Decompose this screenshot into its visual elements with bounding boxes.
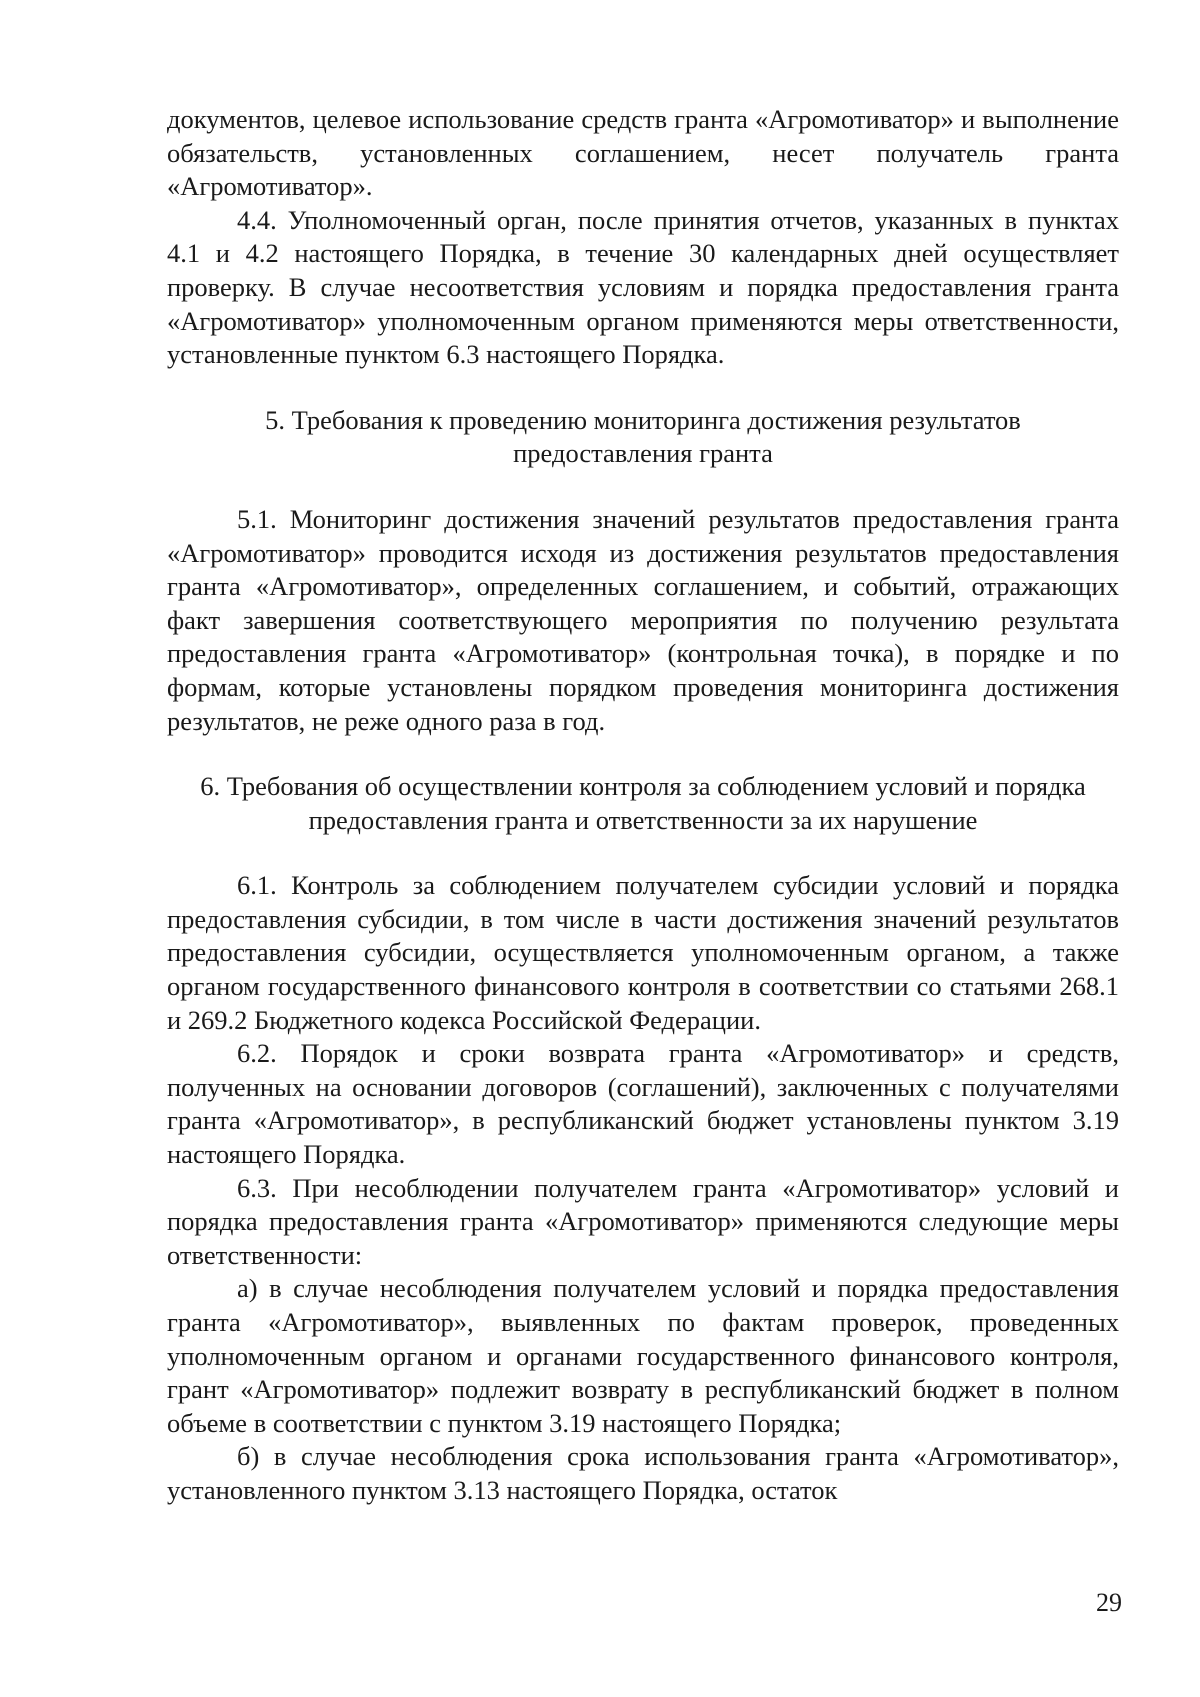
section-5-heading-line-2: предоставления гранта: [513, 438, 773, 469]
paragraph-6-3-a: а) в случае несоблюдения получателем условий и порядка предоставления гранта «Агромотиватор», выявленных по фактам проверок, проведенных уполномоченным органом и органами государственного финансового контроля, грант «Агромотиватор» подлежит возврату в республиканский бюджет в полном объеме в соответствии с пунктом 3.19 настоящего Порядка;: [167, 1273, 1119, 1438]
paragraph-6-3-b: б) в случае несоблюдения срока использования гранта «Агромотиватор», установленного пунктом 3.13 настоящего Порядка, остаток: [167, 1441, 1119, 1505]
paragraph-6-3: 6.3. При несоблюдении получателем гранта «Агромотиватор» условий и порядка предоставления гранта «Агромотиватор» применяются следующие меры ответственности:: [167, 1172, 1119, 1270]
paragraph-6-1: 6.1. Контроль за соблюдением получателем субсидии условий и порядка предоставления субсидии, в том числе в части достижения значений результатов предоставления субсидии, осуществляется уполномоченным органом, а также органом государственного финансового контроля в соответствии со статьями 268.1 и 269.2 Бюджетного кодекса Российской Федерации.: [167, 870, 1119, 1035]
paragraph-continuation: документов, целевое использование средств гранта «Агромотиватор» и выполнение обязательств, установленных соглашением, несет получатель гранта «Агромотиватор».: [167, 104, 1119, 202]
paragraph-5-1: 5.1. Мониторинг достижения значений результатов предоставления гранта «Агромотиватор» проводится исходя из достижения результатов предоставления гранта «Агромотиватор», определенных соглашением, и событий, отражающих факт завершения соответствующего мероприятия по получению результата предоставления гранта «Агромотиватор» (контрольная точка), в порядке и по формам, которые установлены порядком проведения мониторинга достижения результатов, не реже одного раза в год.: [167, 503, 1119, 736]
section-6-heading-line-2: предоставления гранта и ответственности за их нарушение: [308, 804, 978, 835]
section-6-heading-line-1: 6. Требования об осуществлении контроля за соблюдением условий и порядка: [200, 771, 1086, 802]
document-body: [167, 103, 1119, 1508]
paragraph-4-4: 4.4. Уполномоченный орган, после принятия отчетов, указанных в пунктах 4.1 и 4.2 настоящего Порядка, в течение 30 календарных дней осуществляет проверку. В случае несоответствия условиям и порядка предоставления гранта «Агромотиватор» уполномоченным органом применяются меры ответственности, установленные пунктом 6.3 настоящего Порядка.: [167, 204, 1119, 370]
section-5-heading-line-1: 5. Требования к проведению мониторинга достижения результатов: [265, 404, 1021, 435]
page-number: 29: [1096, 1588, 1122, 1617]
paragraph-6-2: 6.2. Порядок и сроки возврата гранта «Агромотиватор» и средств, полученных на основании договоров (соглашений), заключенных с получателями гранта «Агромотиватор», в республиканский бюджет установлены пунктом 3.19 настоящего Порядка.: [167, 1038, 1119, 1170]
